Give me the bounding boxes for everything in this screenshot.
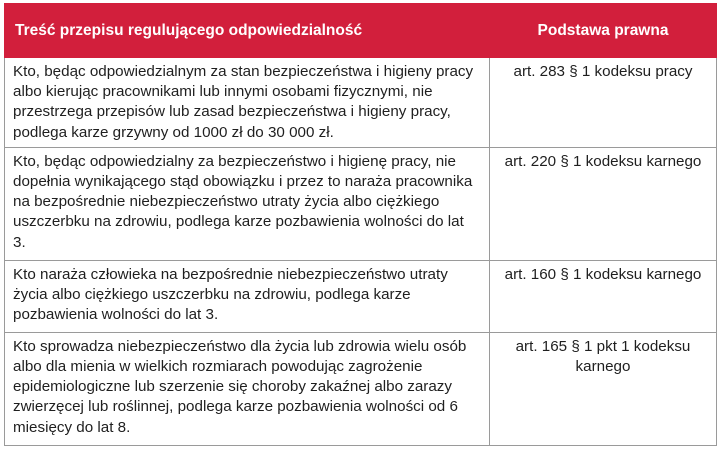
provision-text: Kto sprowadza niebezpieczeństwo dla życia lub zdrowia wielu osób albo dla mienia w wielkich rozmiarach powodując zagrożenie epidemiologiczne lub szerzenie się choroby zakaźnej albo zarazy zwierzęcej lub roślinnej, podlega karze pozbawienia wolności od 6 miesięcy do lat 8.: [5, 332, 490, 445]
provision-text: Kto naraża człowieka na bezpośrednie niebezpieczeństwo utraty życia albo ciężkiego uszczerbku na zdrowiu, podlega karze pozbawienia wolności do lat 3.: [5, 260, 490, 332]
table-header-row: [5, 4, 717, 58]
legal-basis: art. 220 § 1 kodeksu karnego: [490, 147, 717, 260]
table-row: [5, 260, 717, 332]
table-row: [5, 147, 717, 260]
legal-basis: art. 283 § 1 kodeksu pracy: [490, 58, 717, 148]
header-legal-basis: Podstawa prawna: [490, 4, 717, 58]
provision-text: Kto, będąc odpowiedzialnym za stan bezpieczeństwa i higieny pracy albo kierując pracownikami lub innymi osobami fizycznymi, nie przestrzega przepisów lub zasad bezpieczeństwa i higieny pracy, podlega karze grzywny od 1000 zł do 30 000 zł.: [5, 58, 490, 148]
legal-basis: art. 165 § 1 pkt 1 kodeksu karnego: [490, 332, 717, 445]
header-content: Treść przepisu regulującego odpowiedzialność: [5, 4, 490, 58]
table-row: [5, 58, 717, 148]
legal-liability-table: [4, 3, 717, 446]
table-row: [5, 332, 717, 445]
legal-basis: art. 160 § 1 kodeksu karnego: [490, 260, 717, 332]
provision-text: Kto, będąc odpowiedzialny za bezpieczeństwo i higienę pracy, nie dopełnia wynikającego stąd obowiązku i przez to naraża pracownika na bezpośrednie niebezpieczeństwo utraty życia albo ciężkiego uszczerbku na zdrowiu, podlega karze pozbawienia wolności do lat 3.: [5, 147, 490, 260]
